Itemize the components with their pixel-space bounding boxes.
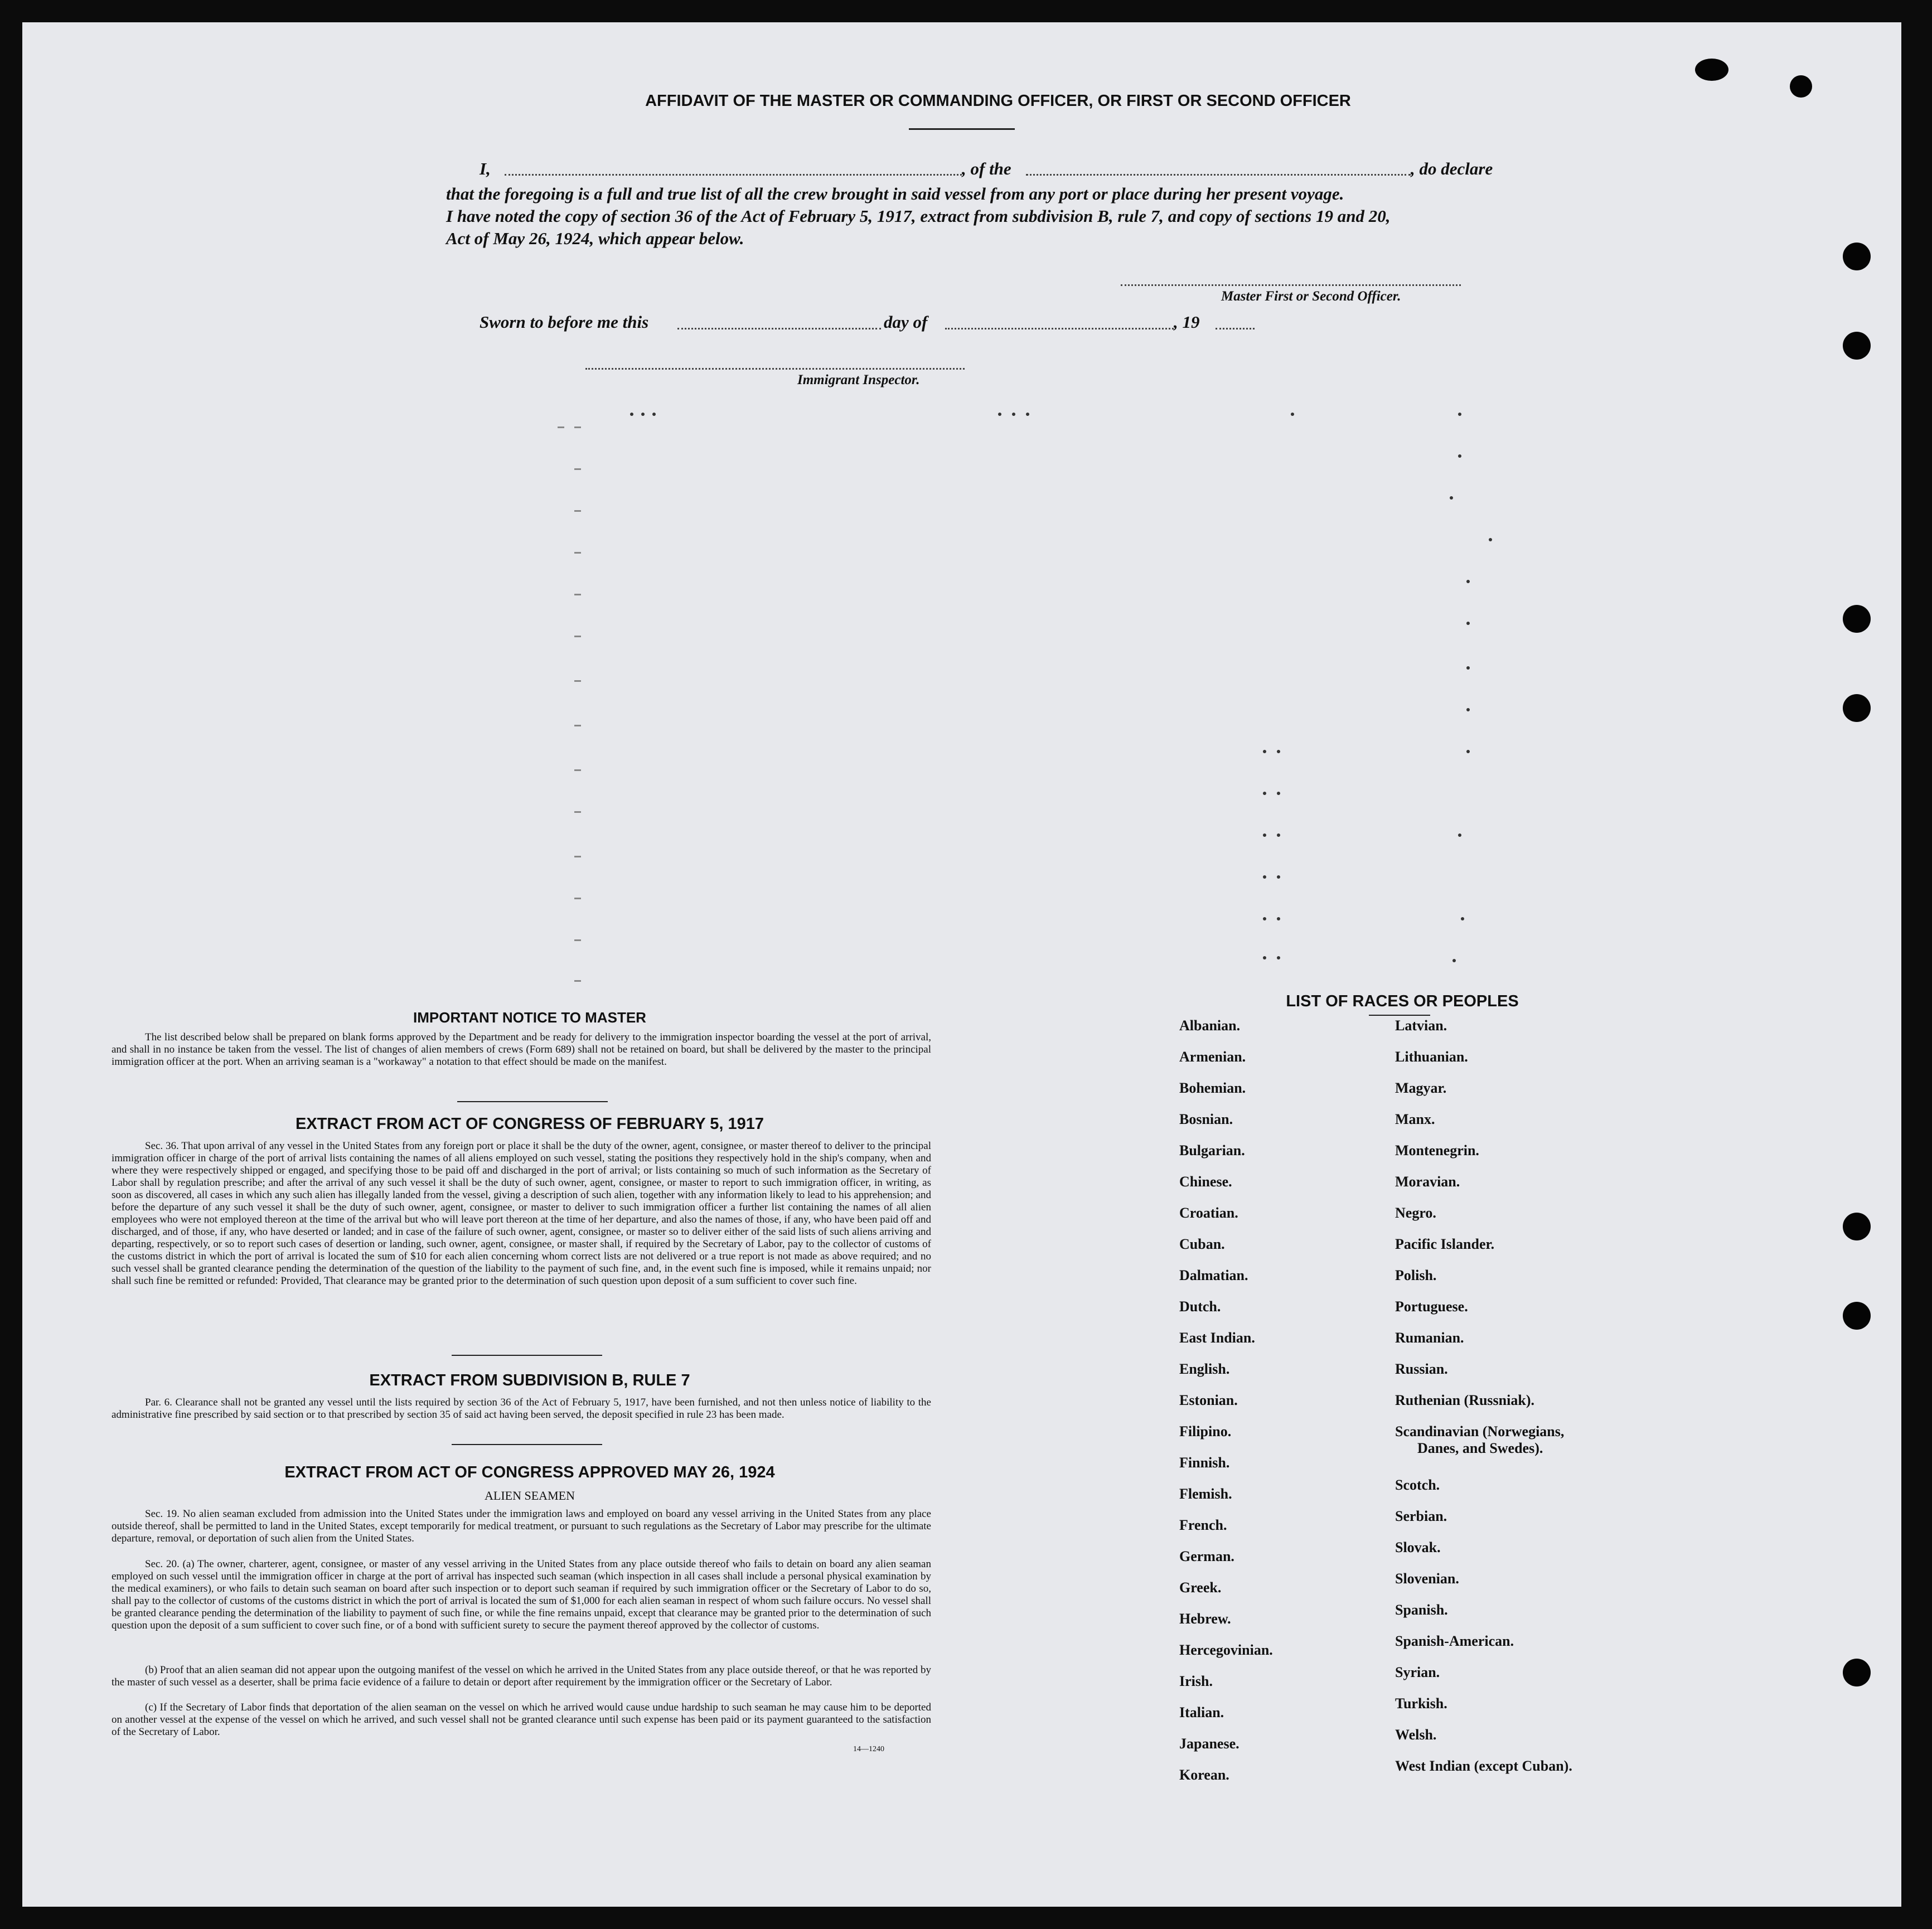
race-item: Dalmatian. (1179, 1267, 1248, 1283)
affidavit-title: AFFIDAVIT OF THE MASTER OR COMMANDING OFFICER, OR FIRST OR SECOND OFFICER (645, 92, 1351, 110)
race-item: Armenian. (1179, 1049, 1246, 1065)
race-item: Japanese. (1179, 1736, 1239, 1752)
sworn-month-field[interactable] (945, 328, 1174, 329)
punch-hole-icon (1843, 243, 1871, 270)
races-title: LIST OF RACES OR PEOPLES (1286, 992, 1519, 1010)
bleed-mark (574, 769, 581, 771)
race-item: Latvian. (1395, 1017, 1447, 1034)
race-item: Bulgarian. (1179, 1142, 1245, 1159)
form-number: 14—1240 (853, 1745, 884, 1753)
bleed-mark (1466, 708, 1470, 711)
rule7-body: Par. 6. Clearance shall not be granted any vessel until the lists required by section 36 of the Act of February 5, 1917, have been furnished, and not then unless notice of liability to the administrative fine prescribed by said section or to that prescribed by section 35 of said act having been served, the deposit specified in rule 23 has been made. (112, 1397, 931, 1421)
sworn-prefix: Sworn to before me this (480, 312, 649, 332)
race-item: German. (1179, 1548, 1234, 1564)
race-item: Croatian. (1179, 1205, 1238, 1221)
affidavit-line-2: that the foregoing is a full and true list of all the crew brought in said vessel from any port or place during her present voyage. (446, 184, 1344, 203)
bleed-mark (1263, 792, 1266, 795)
race-item: Hebrew. (1179, 1611, 1231, 1627)
affidavit-i: I, (480, 159, 491, 178)
race-item: Portuguese. (1395, 1298, 1468, 1315)
bleed-mark (574, 426, 581, 428)
race-item: Scandinavian (Norwegians, (1395, 1423, 1565, 1440)
bleed-mark (1026, 413, 1029, 416)
sworn-year: , 19 (1174, 312, 1200, 332)
title-divider (909, 128, 1015, 130)
inspector-signature-label: Immigrant Inspector. (797, 372, 920, 387)
bleed-mark (1466, 580, 1470, 583)
vessel-name-field[interactable] (1026, 174, 1411, 176)
bleed-mark (1263, 875, 1266, 879)
section-divider (1369, 1015, 1430, 1016)
document-page (22, 22, 1901, 1907)
race-item: Albanian. (1179, 1017, 1241, 1034)
race-item: Pacific Islander. (1395, 1236, 1495, 1252)
rule7-title: EXTRACT FROM SUBDIVISION B, RULE 7 (369, 1371, 690, 1389)
bleed-mark (1458, 833, 1461, 837)
bleed-mark (574, 594, 581, 595)
bleed-mark (641, 413, 645, 416)
race-item: Dutch. (1179, 1298, 1221, 1315)
race-item: Turkish. (1395, 1695, 1447, 1712)
affidavit-line-4: Act of May 26, 1924, which appear below. (446, 229, 744, 248)
notice-title: IMPORTANT NOTICE TO MASTER (413, 1009, 646, 1026)
extract-1924-title: EXTRACT FROM ACT OF CONGRESS APPROVED MAY 26, 1924 (284, 1463, 775, 1481)
section-20b-body: (b) Proof that an alien seaman did not appear upon the outgoing manifest of the vessel on which he arrived in the United States from any place outside thereof, or that he was reported by the master of such vessel as a deserter, shall be prima facie evidence of a failure to detain or deport after requirement by the immigration officer or the Secretary of Labor. (112, 1664, 931, 1688)
bleed-mark (1263, 750, 1266, 753)
section-divider (457, 1101, 608, 1102)
race-item: Korean. (1179, 1767, 1229, 1783)
bleed-mark (574, 725, 581, 726)
punch-hole-icon (1695, 59, 1728, 81)
sworn-day-field[interactable] (677, 328, 881, 329)
master-signature-line[interactable] (1121, 284, 1461, 286)
bleed-mark (574, 510, 581, 512)
bleed-mark (1452, 959, 1456, 962)
bleed-mark (1012, 413, 1015, 416)
sworn-day-of: day of (884, 312, 928, 332)
punch-hole-icon (1843, 1213, 1871, 1240)
race-item: Hercegovinian. (1179, 1642, 1273, 1658)
master-name-field[interactable] (505, 174, 962, 176)
section-20a-body: Sec. 20. (a) The owner, charterer, agent, consignee, or master of any vessel arriving in the United States from any place outside thereof who fails to detain on board any alien seaman employed on such vessel until the immigration officer in charge at the port of arrival has inspected such seaman (which inspection in all cases shall include a personal physical examination by the medical examiners), or who fails to detain such seaman on board after such inspection or to deport such seaman if required by such immigration officer or the Secretary of Labor to do so, shall pay to the collector of customs of the customs district in which the port of arrival is located the sum of $1,000 for each alien seaman in respect of whom such failure occurs. No vessel shall be granted clearance pending the determination of the liability to payment of such fine, or while the fine remains unpaid, except that clearance may be granted prior to the determination of such question upon the deposit of a sum sufficient to cover such fine, or of a bond with sufficient surety to secure the payment thereof approved by the collector of customs. (112, 1558, 931, 1631)
race-item: Bohemian. (1179, 1080, 1246, 1096)
race-item: Polish. (1395, 1267, 1437, 1283)
bleed-mark (1277, 833, 1280, 837)
bleed-mark (574, 468, 581, 470)
punch-hole-icon (1843, 605, 1871, 633)
bleed-mark (1466, 622, 1470, 625)
bleed-mark (574, 898, 581, 899)
bleed-mark (574, 636, 581, 637)
race-item: Rumanian. (1395, 1330, 1464, 1346)
race-item: Bosnian. (1179, 1111, 1233, 1127)
bleed-mark (574, 856, 581, 857)
bleed-mark (1466, 666, 1470, 670)
extract-1917-body: Sec. 36. That upon arrival of any vessel in the United States from any foreign port or place it shall be the duty of the owner, agent, consignee, or master thereof to deliver to the principal immigration officer in charge of the port of arrival lists containing the names of all aliens employed on such vessel, stating the positions they respectively hold in the ship's company, when and where they were respectively shipped or engaged, and specifying those to be paid off and discharged in the port of arrival; or lists containing so much of such information as the Secretary of Labor shall by regulation prescribe; and after the arrival of any such vessel it shall be the duty of such owner, agent, consignee, or master to report to such immigration officer, in writing, as soon as discovered, all cases in which any such alien has illegally landed from the vessel, giving a description of such alien, together with any information likely to lead to his apprehension; and before the departure of any such vessel it shall be the duty of such owner, agent, consignee, or master to deliver to such immigration officer a further list containing the names of all alien employees who were not employed thereon at the time of the arrival but who will leave port thereon at the time of her departure, and also the names of those, if any, who have been paid off and discharged, and of those, if any, who have deserted or landed; and in case of the failure of such owner, agent, consignee, or master so to deliver either of the said lists of such aliens arriving and departing, respectively, or so to report such cases of desertion or landing, such owner, agent, consignee, or master shall, if required by the Secretary of Labor, pay to the collector of customs of the customs district in which the port of arrival is located the sum of $10 for each alien concerning whom correct lists are not delivered or a true report is not made as above required; and no such vessel shall be granted clearance pending the determination of the question of the liability to the payment of such fine, and, in the event such fine is imposed, while it remains unpaid; nor shall such fine be remitted or refunded: Provided, That clearance may be granted prior to the determination of such question upon deposit of a sum sufficient to cover such fine. (112, 1140, 931, 1287)
bleed-mark (1277, 917, 1280, 920)
race-item: Syrian. (1395, 1664, 1440, 1680)
race-item: Spanish-American. (1395, 1633, 1514, 1649)
race-item: Cuban. (1179, 1236, 1225, 1252)
race-item: Moravian. (1395, 1174, 1460, 1190)
race-item: Estonian. (1179, 1392, 1238, 1408)
race-item: Montenegrin. (1395, 1142, 1479, 1159)
bleed-mark (1450, 496, 1453, 500)
race-item: Russian. (1395, 1361, 1448, 1377)
bleed-mark (1461, 917, 1464, 920)
bleed-mark (1263, 917, 1266, 920)
punch-hole-icon (1843, 1659, 1871, 1686)
race-item: French. (1179, 1517, 1227, 1533)
race-item: Lithuanian. (1395, 1049, 1468, 1065)
race-item: Serbian. (1395, 1508, 1447, 1524)
punch-hole-icon (1790, 75, 1812, 98)
race-item: English. (1179, 1361, 1230, 1377)
bleed-mark (574, 980, 581, 982)
section-divider (452, 1355, 602, 1356)
notice-body: The list described below shall be prepared on blank forms approved by the Department and be ready for delivery to the immigration inspector boarding the vessel at the port of arrival, and shall in no instance be taken from the vessel. The list of changes of alien members of crews (Form 689) shall not be retained on board, but shall be delivered by the master to the principal immigration officer at the port. When an arriving seaman is a "workaway" a notation to that effect should be made on the manifest. (112, 1031, 931, 1068)
bleed-mark (1277, 750, 1280, 753)
affidavit-of-the: , of the (962, 159, 1011, 178)
inspector-signature-line[interactable] (585, 368, 965, 370)
race-item: West Indian (except Cuban). (1395, 1758, 1572, 1774)
extract-1924-subtitle: ALIEN SEAMEN (485, 1489, 575, 1503)
bleed-mark (1277, 956, 1280, 959)
race-item: Welsh. (1395, 1727, 1437, 1743)
punch-hole-icon (1843, 694, 1871, 722)
bleed-mark (1489, 538, 1492, 541)
bleed-mark (1458, 454, 1461, 458)
punch-hole-icon (1843, 1302, 1871, 1330)
race-item: Filipino. (1179, 1423, 1232, 1440)
bleed-mark (1458, 413, 1461, 416)
bleed-mark (1263, 956, 1266, 959)
race-item: East Indian. (1179, 1330, 1255, 1346)
bleed-mark (630, 413, 633, 416)
race-item: Finnish. (1179, 1455, 1230, 1471)
bleed-mark (652, 413, 656, 416)
affidavit-line-3: I have noted the copy of section 36 of the Act of February 5, 1917, extract from subdivision B, rule 7, and copy of sections 19 and 20, (446, 206, 1391, 226)
race-item: Slovenian. (1395, 1571, 1459, 1587)
bleed-mark (574, 552, 581, 554)
race-item: Chinese. (1179, 1174, 1232, 1190)
bleed-mark (574, 680, 581, 682)
bleed-mark (1291, 413, 1294, 416)
race-item: Negro. (1395, 1205, 1436, 1221)
race-item: Slovak. (1395, 1539, 1441, 1555)
race-item: Danes, and Swedes). (1417, 1440, 1543, 1456)
sworn-year-field[interactable] (1216, 328, 1255, 329)
bleed-mark (558, 426, 564, 428)
section-20c-body: (c) If the Secretary of Labor finds that deportation of the alien seaman on the vessel on which he arrived would cause undue hardship to such seaman he may cause him to be deported on another vessel at the expense of the vessel on which he arrived, and such vessel shall not be granted clearance until such expense has been paid or its payment guaranteed to the satisfaction of the Secretary of Labor. (112, 1702, 931, 1738)
extract-1917-title: EXTRACT FROM ACT OF CONGRESS OF FEBRUARY 5, 1917 (295, 1115, 764, 1133)
race-item: Manx. (1395, 1111, 1435, 1127)
bleed-mark (1277, 792, 1280, 795)
race-item: Flemish. (1179, 1486, 1232, 1502)
master-signature-label: Master First or Second Officer. (1221, 289, 1401, 304)
race-item: Scotch. (1395, 1477, 1440, 1493)
section-divider (452, 1444, 602, 1445)
race-item: Spanish. (1395, 1602, 1448, 1618)
race-item: Italian. (1179, 1704, 1224, 1720)
bleed-mark (1263, 833, 1266, 837)
punch-hole-icon (1843, 332, 1871, 360)
race-item: Greek. (1179, 1579, 1222, 1596)
race-item: Magyar. (1395, 1080, 1447, 1096)
bleed-mark (574, 811, 581, 813)
race-item: Irish. (1179, 1673, 1213, 1689)
section-19-body: Sec. 19. No alien seaman excluded from admission into the United States under the immigration laws and employed on board any vessel arriving in the United States from any place outside thereof, shall be permitted to land in the United States, except temporarily for medical treatment, or pursuant to such regulations as the Secretary of Labor may prescribe for the ultimate departure, removal, or deportation of such alien from the United States. (112, 1508, 931, 1544)
affidavit-declare: , do declare (1411, 159, 1493, 178)
race-item: Ruthenian (Russniak). (1395, 1392, 1534, 1408)
bleed-mark (1277, 875, 1280, 879)
bleed-mark (998, 413, 1001, 416)
bleed-mark (574, 939, 581, 941)
bleed-mark (1466, 750, 1470, 753)
